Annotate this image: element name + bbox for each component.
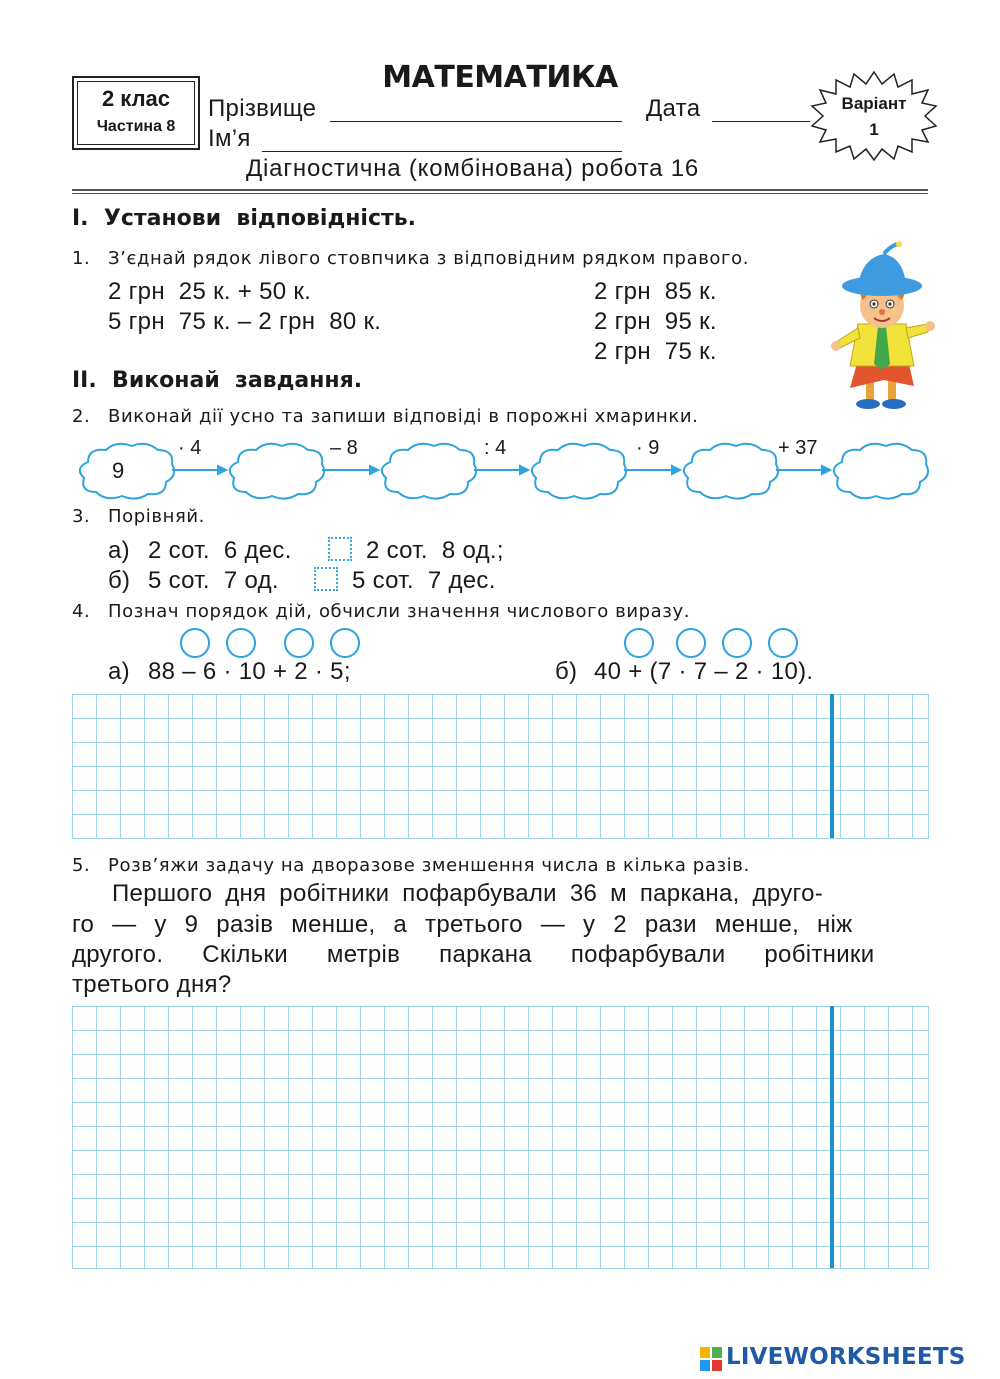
compare-a-label: а) (108, 537, 130, 564)
task5-number: 5. (72, 855, 91, 876)
header-divider (72, 189, 928, 194)
task1-text: З’єднай рядок лівого стовпчика з відповідним рядком правого. (108, 248, 750, 269)
task3-text: Порівняй. (108, 506, 205, 527)
match-right-3[interactable]: 2 грн 75 к. (594, 338, 717, 365)
cloud-answer-5[interactable] (690, 452, 760, 488)
work-grid-2[interactable] (72, 1006, 929, 1269)
grade-label: 2 клас (101, 86, 171, 111)
surname-label: Прізвище (208, 95, 317, 122)
section1-heading: I. Установи відповідність. (72, 206, 417, 231)
compare-b-box[interactable] (314, 567, 338, 591)
op-label-4: · 9 (636, 437, 660, 459)
problem-line-2: го — у 9 разів менше, а третього — у 2 рази менше, ніж (72, 911, 853, 938)
footer-logo (700, 1344, 1000, 1374)
cloud-1 (80, 444, 174, 499)
problem-line-4: третього дня? (72, 971, 232, 998)
compare-b-left: 5 сот. 7 од. (148, 567, 279, 594)
order-circle-b4[interactable] (768, 628, 798, 658)
grid-margin-line-1 (830, 694, 834, 838)
order-circle-b2[interactable] (676, 628, 706, 658)
surname-field[interactable] (330, 120, 622, 122)
order-circle-b3[interactable] (722, 628, 752, 658)
part-label: Частина 8 (96, 118, 176, 135)
cloud-answer-4[interactable] (538, 452, 608, 488)
task4-number: 4. (72, 601, 91, 622)
variant-number: 1 (869, 120, 879, 139)
date-field[interactable] (712, 120, 810, 122)
compare-a-left: 2 сот. 6 дес. (148, 537, 292, 564)
op-label-1: · 4 (178, 437, 202, 459)
grid-margin-line-2 (830, 1006, 834, 1268)
cloud-answer-6[interactable] (840, 452, 910, 488)
task4-text: Познач порядок дій, обчисли значення числового виразу. (108, 601, 691, 622)
order-circle-b1[interactable] (624, 628, 654, 658)
op-label-5: + 37 (778, 437, 818, 459)
page-title: МАТЕМАТИКА (382, 60, 618, 95)
compare-a-right: 2 сот. 8 од.; (366, 537, 504, 564)
date-label: Дата (646, 95, 701, 122)
compare-b-right: 5 сот. 7 дес. (352, 567, 496, 594)
brand-text: LIVEWORKSHEETS (726, 1344, 966, 1370)
work-grid-1[interactable] (72, 694, 929, 839)
cloud-start-value: 9 (112, 458, 125, 483)
match-left-2[interactable]: 5 грн 75 к. – 2 грн 80 к. (108, 308, 382, 335)
problem-line-3: другого. Скільки метрів паркана пофарбували робітники (72, 941, 875, 968)
compare-b-label: б) (108, 567, 131, 594)
name-field[interactable] (262, 150, 622, 152)
match-right-2[interactable]: 2 грн 95 к. (594, 308, 717, 335)
order-circle-a2[interactable] (226, 628, 256, 658)
grade-box (72, 76, 200, 150)
task5-text: Розв’яжи задачу на дворазове зменшення числа в кілька разів. (108, 855, 750, 876)
character-illustration (828, 240, 936, 410)
problem-line-1: Першого дня робітники пофарбували 36 м паркана, друго- (112, 880, 824, 907)
variant-badge (808, 70, 940, 162)
name-label: Ім’я (208, 125, 251, 152)
cloud-answer-3[interactable] (388, 452, 458, 488)
work-subtitle: Діагностична (комбінована) робота 16 (246, 155, 700, 182)
match-left-1[interactable]: 2 грн 25 к. + 50 к. (108, 278, 312, 305)
cloud-answer-2[interactable] (236, 452, 306, 488)
order-circle-a1[interactable] (180, 628, 210, 658)
section2-heading: II. Виконай завдання. (72, 368, 363, 393)
compare-a-box[interactable] (328, 537, 352, 561)
task1-number: 1. (72, 248, 91, 269)
expr-b: 40 + (7 · 7 – 2 · 10). (594, 658, 814, 685)
order-circle-a4[interactable] (330, 628, 360, 658)
task2-number: 2. (72, 406, 91, 427)
expr-a-label: а) (108, 658, 130, 685)
liveworksheets-icon (700, 1347, 722, 1371)
op-label-2: – 8 (330, 437, 358, 459)
expr-b-label: б) (555, 658, 578, 685)
op-label-3: : 4 (484, 437, 507, 459)
match-right-1[interactable]: 2 грн 85 к. (594, 278, 717, 305)
starburst-icon (808, 70, 940, 162)
expr-a: 88 – 6 · 10 + 2 · 5; (148, 658, 351, 685)
task2-text: Виконай дії усно та запиши відповіді в порожні хмаринки. (108, 406, 699, 427)
task3-number: 3. (72, 506, 91, 527)
order-circle-a3[interactable] (284, 628, 314, 658)
variant-label: Варіант (841, 94, 907, 113)
